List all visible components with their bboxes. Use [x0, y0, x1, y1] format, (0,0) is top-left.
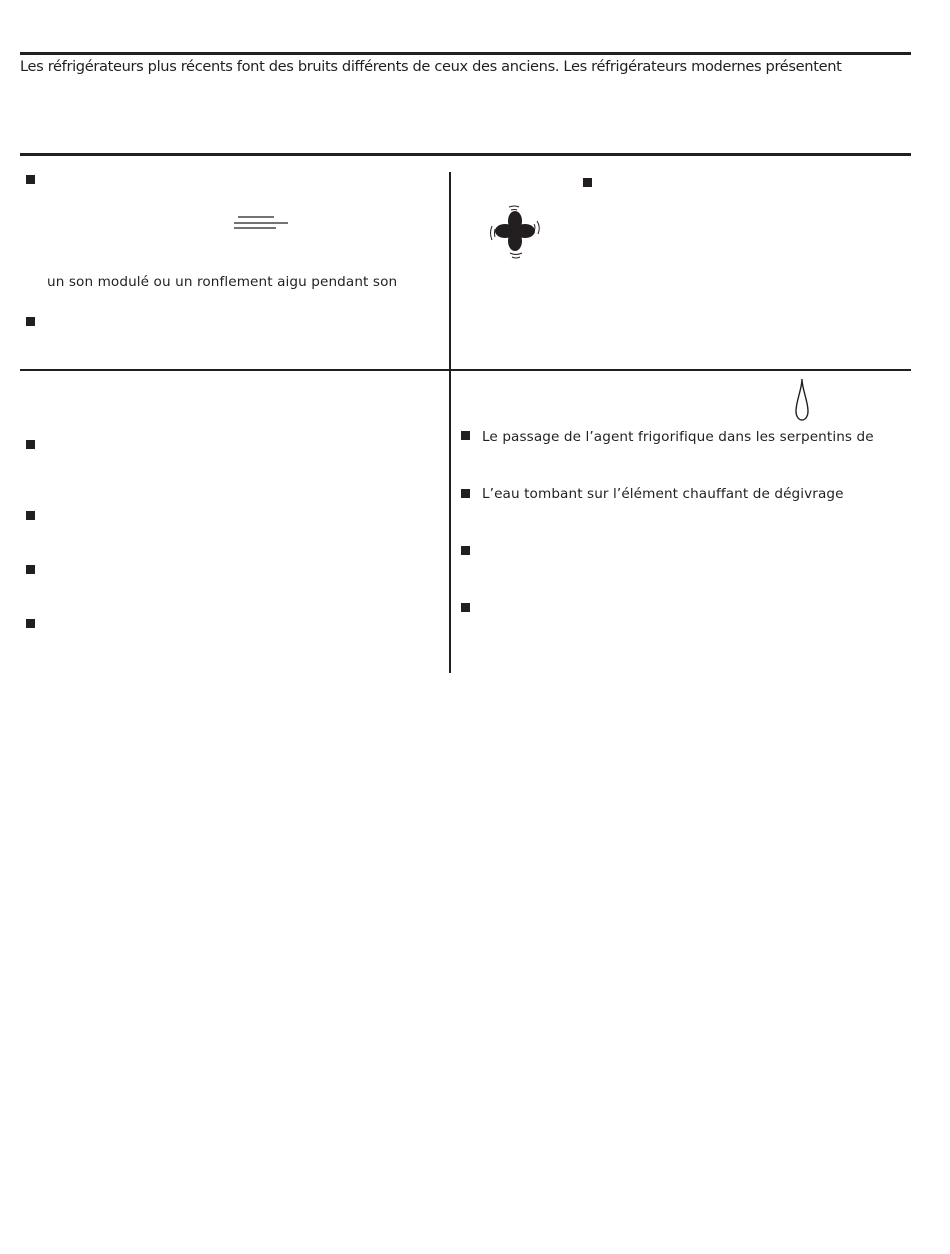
bullet-icon: [26, 511, 35, 520]
top-left-text-line: un son modulé ou un ronflement aigu pendant son: [47, 274, 398, 290]
top-rule: [20, 52, 911, 55]
list-item: Le passage de l’agent frigorifique dans les serpentins de: [482, 429, 874, 445]
column-divider-bottom: [449, 370, 451, 673]
column-divider-top: [449, 172, 451, 370]
bullet-icon: [26, 440, 35, 449]
bullet-icon: [461, 431, 470, 440]
row-divider: [20, 369, 911, 371]
intro-paragraph: Les réfrigérateurs plus récents font des bruits différents de ceux des anciens. Les réfrigérateurs modernes présentent: [20, 58, 842, 75]
bullet-icon: [26, 565, 35, 574]
list-item: L’eau tombant sur l’élément chauffant de dégivrage: [482, 486, 844, 502]
bullet-icon: [26, 175, 35, 184]
bullet-icon: [461, 603, 470, 612]
fan-icon: [486, 204, 544, 260]
section-rule: [20, 153, 911, 156]
bullet-icon: [461, 489, 470, 498]
sound-lines-icon: [232, 214, 290, 232]
water-drop-icon: [793, 377, 811, 423]
bullet-icon: [461, 546, 470, 555]
bullet-icon: [26, 619, 35, 628]
bullet-icon: [583, 178, 592, 187]
bullet-icon: [26, 317, 35, 326]
